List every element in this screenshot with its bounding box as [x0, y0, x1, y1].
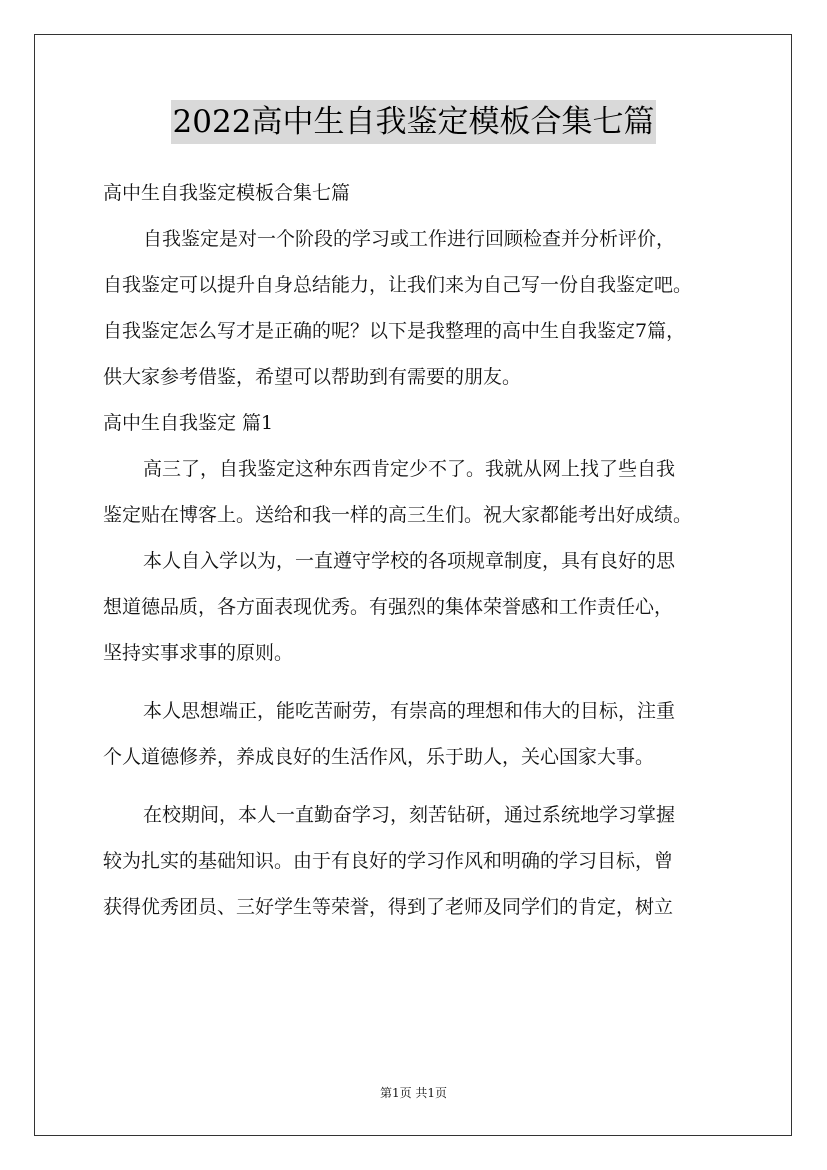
text-line: 自我鉴定怎么写才是正确的呢？以下是我整理的高中生自我鉴定7篇，: [103, 320, 686, 342]
text-line: 个人道德修养，养成良好的生活作风，乐于助人，关心国家大事。: [103, 746, 655, 768]
paragraph-gap: [103, 676, 743, 688]
text-line: 自我鉴定是对一个阶段的学习或工作进行回顾检查并分析评价，: [143, 228, 676, 250]
text-line: 供大家参考借鉴，希望可以帮助到有需要的朋友。: [103, 366, 522, 388]
text-line: 鉴定贴在博客上。送给和我一样的高三生们。祝大家都能考出好成绩。: [103, 504, 693, 526]
text-line: 本人自入学以为，一直遵守学校的各项规章制度，具有良好的思: [143, 550, 676, 572]
paragraph-gap: [103, 780, 743, 792]
page-number-footer: 第1页 共1页: [379, 1086, 448, 1100]
text-line: 坚持实事求事的原则。: [103, 642, 294, 664]
text-line: 高三了，自我鉴定这种东西肯定少不了。我就从网上找了些自我: [143, 458, 676, 480]
document-title: 2022高中生自我鉴定模板合集七篇: [171, 100, 657, 144]
text-line: 较为扎实的基础知识。由于有良好的学习作风和明确的学习目标，曾: [103, 850, 674, 872]
text-line: 获得优秀团员、三好学生等荣誉，得到了老师及同学们的肯定，树立: [103, 896, 674, 918]
text-line: 自我鉴定可以提升自身总结能力，让我们来为自己写一份自我鉴定吧。: [103, 274, 693, 296]
text-line: 在校期间，本人一直勤奋学习，刻苦钻研，通过系统地学习掌握: [143, 804, 676, 826]
text-line: 本人思想端正，能吃苦耐劳，有崇高的理想和伟大的目标，注重: [143, 700, 676, 722]
section-heading: 高中生自我鉴定 篇1: [103, 412, 274, 434]
text-line: 高中生自我鉴定模板合集七篇: [103, 182, 351, 204]
text-line: 想道德品质，各方面表现优秀。有强烈的集体荣誉感和工作责任心，: [103, 596, 674, 618]
title-container: [0, 100, 827, 144]
document-body: [103, 170, 743, 930]
